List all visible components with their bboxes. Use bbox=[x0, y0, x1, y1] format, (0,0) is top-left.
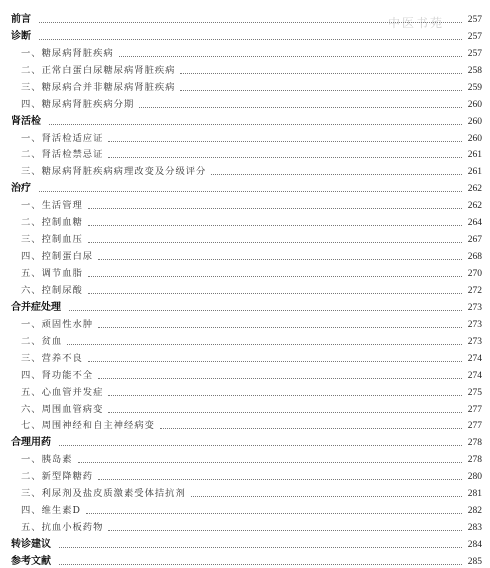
toc-entry-title: 三、利尿剂及盐皮质激素受体拮抗剂 bbox=[21, 488, 186, 500]
toc-page-number: 261 bbox=[467, 150, 482, 161]
dot-leader bbox=[108, 412, 461, 413]
toc-page-number: 274 bbox=[467, 353, 482, 364]
dot-leader bbox=[88, 242, 462, 243]
toc-entry-title: 二、正常白蛋白尿糖尿病肾脏疾病 bbox=[21, 64, 176, 76]
toc-page-number: 257 bbox=[467, 14, 482, 25]
toc-entry-title: 二、肾活检禁忌证 bbox=[21, 149, 104, 161]
dot-leader bbox=[98, 259, 462, 260]
toc-page-number: 280 bbox=[467, 472, 482, 483]
dot-leader bbox=[88, 225, 462, 226]
toc-page-number: 257 bbox=[467, 48, 482, 59]
dot-leader bbox=[88, 208, 462, 209]
toc-entry-title: 诊断 bbox=[11, 30, 31, 42]
toc-entry-title: 三、糖尿病肾脏疾病病理改变及分级评分 bbox=[21, 166, 207, 178]
toc-page-number: 260 bbox=[467, 99, 482, 110]
dot-leader bbox=[119, 56, 462, 57]
dot-leader bbox=[67, 344, 462, 345]
dot-leader bbox=[39, 22, 462, 23]
toc-entry-title: 二、控制血糖 bbox=[21, 217, 83, 229]
toc-page-number: 262 bbox=[467, 184, 482, 195]
toc-entry[interactable] bbox=[11, 145, 482, 162]
toc-page-number: 278 bbox=[467, 438, 482, 449]
dot-leader bbox=[78, 462, 462, 463]
toc-entry[interactable] bbox=[11, 416, 482, 433]
watermark: 中医书苑 bbox=[387, 16, 444, 30]
toc-entry[interactable] bbox=[11, 43, 482, 60]
toc-page-number: 282 bbox=[467, 506, 482, 517]
dot-leader bbox=[108, 157, 461, 158]
toc-entry[interactable] bbox=[11, 77, 482, 94]
toc-entry[interactable] bbox=[11, 212, 482, 229]
toc-section-heading[interactable] bbox=[11, 9, 482, 26]
toc-page-number: 283 bbox=[467, 523, 482, 534]
toc-page-number: 273 bbox=[467, 302, 482, 313]
toc-entry-title: 五、调节血脂 bbox=[21, 268, 83, 279]
toc-entry-title: 一、糖尿病肾脏疾病 bbox=[21, 47, 114, 59]
dot-leader bbox=[108, 395, 461, 396]
toc-section-heading[interactable] bbox=[11, 551, 482, 568]
toc-entry[interactable] bbox=[11, 263, 482, 280]
dot-leader bbox=[59, 445, 462, 446]
dot-leader bbox=[39, 39, 462, 40]
dot-leader bbox=[98, 327, 462, 328]
dot-leader bbox=[211, 174, 461, 175]
toc-section-heading[interactable] bbox=[11, 178, 482, 195]
dot-leader bbox=[69, 310, 462, 311]
table-of-contents bbox=[11, 9, 482, 568]
dot-leader bbox=[88, 361, 462, 362]
toc-entry-title: 四、维生素D bbox=[21, 505, 81, 517]
dot-leader bbox=[108, 141, 461, 142]
toc-entry-title: 一、生活管理 bbox=[21, 200, 83, 212]
toc-page-number: 262 bbox=[467, 201, 482, 212]
dot-leader bbox=[39, 191, 462, 192]
dot-leader bbox=[59, 547, 462, 548]
toc-section-heading[interactable] bbox=[11, 26, 482, 43]
toc-entry[interactable] bbox=[11, 449, 482, 466]
toc-entry[interactable] bbox=[11, 399, 482, 416]
toc-page-number: 277 bbox=[467, 421, 482, 432]
toc-entry-title: 转诊建议 bbox=[11, 539, 51, 550]
toc-entry-title: 二、贫血 bbox=[21, 335, 63, 347]
toc-entry-title: 四、控制蛋白尿 bbox=[21, 251, 94, 263]
toc-page-number: 273 bbox=[467, 336, 482, 347]
toc-entry-title: 肾活检 bbox=[11, 115, 41, 127]
toc-page-number: 278 bbox=[467, 455, 482, 466]
toc-entry[interactable] bbox=[11, 128, 482, 145]
toc-section-heading[interactable] bbox=[11, 534, 482, 551]
toc-entry[interactable] bbox=[11, 60, 482, 77]
dot-leader bbox=[180, 73, 461, 74]
toc-entry[interactable] bbox=[11, 517, 482, 534]
toc-page-number: 257 bbox=[467, 31, 482, 42]
toc-entry-title: 二、新型降糖药 bbox=[21, 471, 94, 483]
toc-entry-title: 四、肾功能不全 bbox=[21, 369, 94, 381]
toc-page-number: 261 bbox=[467, 167, 482, 178]
toc-page-number: 274 bbox=[467, 370, 482, 381]
toc-entry-title: 五、抗血小板药物 bbox=[21, 522, 104, 534]
dot-leader bbox=[160, 428, 462, 429]
toc-page-number: 270 bbox=[467, 269, 482, 279]
toc-entry-title: 一、顽固性水肿 bbox=[21, 318, 94, 330]
dot-leader bbox=[49, 124, 462, 125]
toc-section-heading[interactable] bbox=[11, 297, 482, 314]
toc-page-number: 281 bbox=[467, 489, 482, 500]
dot-leader bbox=[88, 293, 462, 294]
toc-page-number: 268 bbox=[467, 252, 482, 263]
toc-entry-title: 参考文献 bbox=[11, 555, 51, 567]
toc-page-number: 273 bbox=[467, 319, 482, 330]
toc-entry[interactable] bbox=[11, 280, 482, 297]
toc-entry-title: 一、肾活检适应证 bbox=[21, 132, 104, 144]
toc-entry[interactable] bbox=[11, 483, 482, 500]
dot-leader bbox=[88, 276, 462, 277]
dot-leader bbox=[108, 530, 461, 531]
toc-entry-title: 四、糖尿病肾脏疾病分期 bbox=[21, 98, 135, 110]
toc-entry[interactable] bbox=[11, 94, 482, 111]
toc-entry[interactable] bbox=[11, 229, 482, 246]
toc-entry[interactable] bbox=[11, 382, 482, 399]
toc-page-number: 258 bbox=[467, 65, 482, 76]
toc-section-heading[interactable] bbox=[11, 111, 482, 128]
toc-page-number: 277 bbox=[467, 404, 482, 415]
toc-entry[interactable] bbox=[11, 348, 482, 365]
toc-entry-title: 五、心血管并发症 bbox=[21, 386, 104, 398]
toc-entry[interactable] bbox=[11, 161, 482, 178]
toc-page-number: 267 bbox=[467, 235, 482, 246]
toc-page-number: 264 bbox=[467, 218, 482, 229]
toc-entry-title: 治疗 bbox=[11, 183, 31, 195]
toc-entry[interactable] bbox=[11, 331, 482, 348]
toc-entry-title: 三、营养不良 bbox=[21, 352, 83, 364]
dot-leader bbox=[59, 564, 462, 565]
dot-leader bbox=[139, 107, 461, 108]
toc-entry[interactable] bbox=[11, 365, 482, 382]
toc-entry-title: 六、周围血管病变 bbox=[21, 403, 104, 415]
toc-entry-title: 三、控制血压 bbox=[21, 234, 83, 246]
toc-page-number: 275 bbox=[467, 387, 482, 398]
toc-entry-title: 六、控制尿酸 bbox=[21, 284, 83, 296]
toc-page-number: 259 bbox=[467, 82, 482, 93]
dot-leader bbox=[191, 496, 462, 497]
dot-leader bbox=[98, 479, 462, 480]
toc-entry[interactable] bbox=[11, 246, 482, 263]
toc-page-number: 284 bbox=[467, 540, 482, 550]
dot-leader bbox=[180, 90, 461, 91]
toc-entry-title: 一、胰岛素 bbox=[21, 454, 73, 466]
toc-entry-title: 合理用药 bbox=[11, 437, 51, 449]
toc-entry-title: 合并症处理 bbox=[11, 301, 61, 313]
toc-entry-title: 七、周围神经和自主神经病变 bbox=[21, 420, 155, 432]
toc-section-heading[interactable] bbox=[11, 432, 482, 449]
toc-entry[interactable] bbox=[11, 314, 482, 331]
toc-page-number: 272 bbox=[467, 285, 482, 296]
toc-page-number: 260 bbox=[467, 116, 482, 127]
toc-page-number: 260 bbox=[467, 133, 482, 144]
toc-entry[interactable] bbox=[11, 195, 482, 212]
toc-entry[interactable] bbox=[11, 466, 482, 483]
dot-leader bbox=[98, 378, 462, 379]
toc-entry-title: 三、糖尿病合并非糖尿病肾脏疾病 bbox=[21, 81, 176, 93]
toc-entry[interactable] bbox=[11, 500, 482, 517]
dot-leader bbox=[86, 513, 462, 514]
toc-page-number: 285 bbox=[467, 556, 482, 567]
toc-entry-title: 前言 bbox=[11, 13, 31, 25]
